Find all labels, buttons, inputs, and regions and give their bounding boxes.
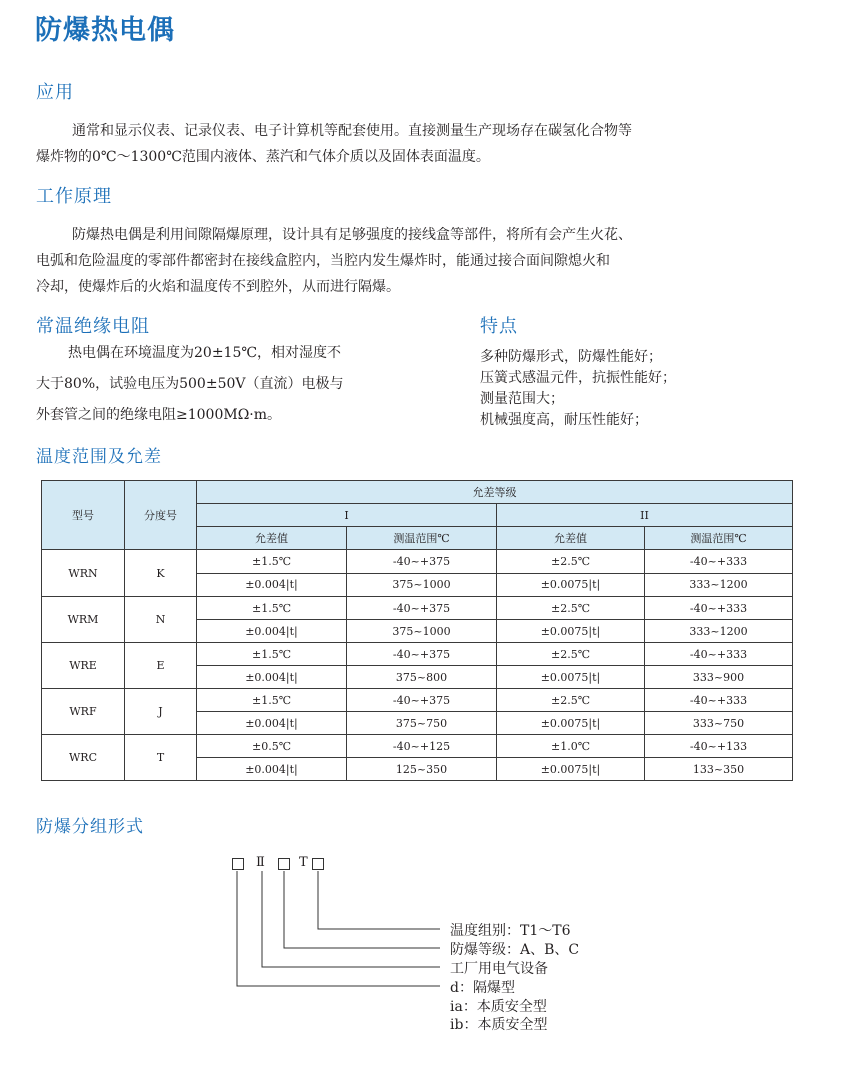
sub-tol-header: 允差值	[497, 527, 645, 550]
feature-item: 机械强度高，耐压性能好；	[480, 412, 648, 428]
cell: 375~800	[347, 666, 497, 689]
connector-line	[262, 871, 440, 967]
cell-grade: T	[125, 735, 197, 781]
cell-model: WRF	[42, 689, 125, 735]
application-heading: 应用	[36, 82, 74, 103]
cell: ±0.5℃	[197, 735, 347, 758]
principle-heading: 工作原理	[36, 186, 112, 207]
col-grade-header: 分度号	[125, 481, 197, 550]
cell: ±2.5℃	[497, 550, 645, 574]
cell: 125~350	[347, 758, 497, 781]
insulation-heading: 常温绝缘电阻	[36, 316, 150, 337]
tolerance-table	[41, 480, 793, 781]
cell: -40~+375	[347, 689, 497, 712]
cell: ±0.004|t|	[197, 666, 347, 689]
cell: 375~1000	[347, 573, 497, 597]
cell: ±1.5℃	[197, 597, 347, 620]
class-1-header: I	[197, 504, 497, 527]
cell-grade: E	[125, 643, 197, 689]
feature-item: 压簧式感温元件，抗振性能好；	[480, 370, 676, 386]
cell-model: WRC	[42, 735, 125, 781]
cell: -40~+333	[645, 643, 793, 666]
cell: 375~1000	[347, 620, 497, 643]
cell: -40~+375	[347, 550, 497, 574]
application-line-2: 爆炸物的0℃～1300℃范围内液体、蒸汽和气体介质以及固体表面温度。	[36, 149, 490, 165]
table-row	[42, 550, 793, 574]
cell: ±0.0075|t|	[497, 620, 645, 643]
cell-grade: N	[125, 597, 197, 643]
principle-line-1: 防爆热电偶是利用间隙隔爆原理，设计具有足够强度的接线盒等部件，将所有会产生火花、	[72, 227, 632, 243]
insulation-line-1: 热电偶在环境温度为20±15℃，相对湿度不	[68, 345, 342, 361]
sub-range-header: 测温范围℃	[347, 527, 497, 550]
cell: ±1.5℃	[197, 689, 347, 712]
insulation-line-3: 外套管之间的绝缘电阻≥1000MΩ·m。	[36, 407, 282, 423]
grouping-label: 工厂用电气设备	[450, 961, 548, 977]
table-row	[42, 689, 793, 712]
page-title: 防爆热电偶	[35, 15, 175, 46]
code-t: T	[299, 855, 308, 870]
grouping-diagram	[230, 855, 650, 1035]
grouping-label: 防爆等级：A、B、C	[450, 942, 580, 958]
grouping-label: 温度组别：T1～T6	[450, 923, 571, 939]
table-row	[42, 643, 793, 666]
cell-model: WRN	[42, 550, 125, 597]
cell: -40~+333	[645, 550, 793, 574]
col-model-header: 型号	[42, 481, 125, 550]
cell: ±0.004|t|	[197, 712, 347, 735]
cell-grade: K	[125, 550, 197, 597]
cell: ±0.004|t|	[197, 758, 347, 781]
cell: 133~350	[645, 758, 793, 781]
insulation-line-2: 大于80%，试验电压为500±50V（直流）电极与	[36, 376, 344, 392]
code-ii: Ⅱ	[256, 855, 265, 870]
code-box	[312, 858, 324, 870]
cell: 333~1200	[645, 620, 793, 643]
grouping-label: ia：本质安全型	[450, 999, 547, 1015]
col-tolerance-class-header: 允差等级	[197, 481, 793, 504]
features-heading: 特点	[480, 316, 518, 337]
grouping-heading: 防爆分组形式	[36, 817, 144, 837]
tolerance-heading: 温度范围及允差	[36, 447, 162, 467]
cell: ±2.5℃	[497, 643, 645, 666]
cell-grade: J	[125, 689, 197, 735]
code-box	[278, 858, 290, 870]
cell-model: WRE	[42, 643, 125, 689]
cell: 333~900	[645, 666, 793, 689]
principle-line-3: 冷却，使爆炸后的火焰和温度传不到腔外，从而进行隔爆。	[36, 279, 400, 295]
cell: ±0.0075|t|	[497, 573, 645, 597]
cell: -40~+333	[645, 597, 793, 620]
cell: -40~+333	[645, 689, 793, 712]
cell: 333~1200	[645, 573, 793, 597]
sub-range-header: 测温范围℃	[645, 527, 793, 550]
table-row	[42, 735, 793, 758]
cell: ±0.0075|t|	[497, 758, 645, 781]
cell-model: WRM	[42, 597, 125, 643]
cell: ±0.0075|t|	[497, 712, 645, 735]
application-line-1: 通常和显示仪表、记录仪表、电子计算机等配套使用。直接测量生产现场存在碳氢化合物等	[72, 123, 632, 139]
sub-tol-header: 允差值	[197, 527, 347, 550]
grouping-label: ib：本质安全型	[450, 1017, 548, 1033]
principle-line-2: 电弧和危险温度的零部件都密封在接线盒腔内，当腔内发生爆炸时，能通过接合面间隙熄火和	[36, 253, 610, 269]
code-box	[232, 858, 244, 870]
cell: ±0.0075|t|	[497, 666, 645, 689]
feature-item: 测量范围大；	[480, 391, 564, 407]
cell: ±1.5℃	[197, 550, 347, 574]
cell: ±2.5℃	[497, 597, 645, 620]
cell: ±0.004|t|	[197, 573, 347, 597]
grouping-label: d：隔爆型	[450, 980, 515, 996]
cell: -40~+125	[347, 735, 497, 758]
cell: 333~750	[645, 712, 793, 735]
connector-line	[284, 871, 440, 948]
cell: ±1.5℃	[197, 643, 347, 666]
cell: ±2.5℃	[497, 689, 645, 712]
cell: -40~+133	[645, 735, 793, 758]
class-2-header: II	[497, 504, 793, 527]
connector-line	[318, 871, 440, 929]
table-row	[42, 597, 793, 620]
cell: 375~750	[347, 712, 497, 735]
cell: -40~+375	[347, 643, 497, 666]
cell: ±0.004|t|	[197, 620, 347, 643]
cell: -40~+375	[347, 597, 497, 620]
grouping-connector-lines	[230, 855, 650, 1035]
cell: ±1.0℃	[497, 735, 645, 758]
feature-item: 多种防爆形式，防爆性能好；	[480, 349, 662, 365]
